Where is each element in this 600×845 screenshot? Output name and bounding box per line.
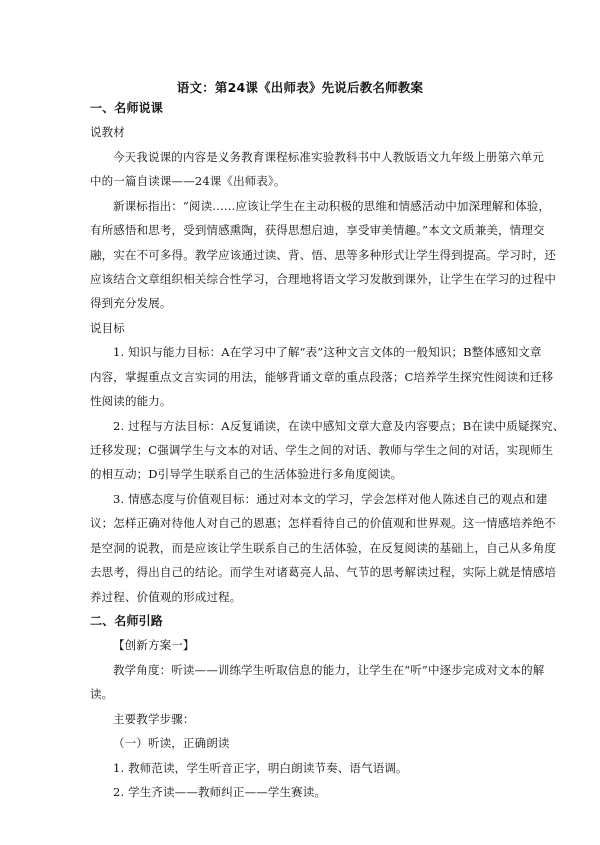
- document-title: 语文：第24课《出师表》先说后教名师教案: [176, 80, 424, 95]
- goal-line: 性阅读的能力。: [90, 394, 172, 408]
- goal-line: 养过程、价值观的形成过程。: [90, 590, 242, 604]
- step-subheading: （一）听读，正确朗读: [113, 736, 230, 750]
- plan-title: 【创新方案一】: [113, 638, 195, 652]
- section-heading-2: 二、名师引路: [90, 614, 163, 628]
- goal-line: 3. 情感态度与价值观目标：通过对本文的学习，学会怎样对他人陈述自己的观点和建: [113, 492, 548, 506]
- goal-line: 1. 知识与能力目标：A在学习中了解“表”这种文言文体的一般知识；B整体感知文章: [113, 345, 542, 359]
- paragraph-line: 新课标指出：“阅读……应该让学生在主动积极的思维和情感活动中加深理解和体验，: [113, 199, 551, 213]
- paragraph-line: 有所感悟和思考，受到情感熏陶，获得思想启迪，享受审美情趣。”本文文质兼美，情理交: [90, 223, 545, 237]
- steps-title: 主要教学步骤：: [113, 712, 195, 726]
- paragraph-line: 应该结合文章组织相关综合性学习，合理地将语文学习发散到课外，让学生在学习的过程中: [90, 272, 556, 286]
- goal-line: 议；怎样正确对待他人对自己的恩惠；怎样看待自己的价值观和世界观。这一情感培养绝不: [90, 516, 556, 530]
- goal-line: 去思考，得出自己的结论。而学生对诸葛亮人品、气节的思考解读过程，实际上就是情感培: [90, 565, 556, 579]
- goal-line: 2. 过程与方法目标：A反复诵读，在读中感知文章大意及内容要点；B在读中质疑探究、: [113, 419, 565, 433]
- step-item: 1. 教师范读，学生听音正字，明白朗读节奏、语气语调。: [113, 761, 408, 775]
- subheading-mubiao: 说目标: [90, 321, 125, 335]
- goal-line: 内容，掌握重点文言实词的用法，能够背诵文章的重点段落；C培养学生探究性阅读和迁移: [90, 370, 554, 384]
- paragraph-line: 读。: [90, 687, 114, 701]
- paragraph-line: 中的一篇自读课——24课《出师表》。: [90, 174, 286, 188]
- paragraph-line: 今天我说课的内容是义务教育课程标准实验教科书中人教版语文九年级上册第六单元: [113, 150, 545, 164]
- step-item: 2. 学生齐读——教师纠正——学生赛读。: [113, 785, 327, 799]
- subheading-jiaocai: 说教材: [90, 125, 125, 139]
- goal-line: 迁移发现；C强调学生与文本的对话、学生之间的对话、教师与学生之间的对话，实现师生: [90, 443, 554, 457]
- paragraph-line: 教学角度：听读——训练学生听取信息的能力，让学生在“听”中逐步完成对文本的解: [113, 663, 545, 677]
- goal-line: 是空洞的说教，而是应该让学生联系自己的生活体验，在反复阅读的基础上，自己从多角度: [90, 541, 556, 555]
- goal-line: 的相互动；D引导学生联系自己的生活体验进行多角度阅读。: [90, 467, 403, 481]
- paragraph-line: 融，实在不可多得。教学应该通过读、背、悟、思等多种形式让学生得到提高。学习时，还: [90, 248, 556, 262]
- section-heading-1: 一、名师说课: [90, 101, 163, 115]
- paragraph-line: 得到充分发展。: [90, 296, 172, 310]
